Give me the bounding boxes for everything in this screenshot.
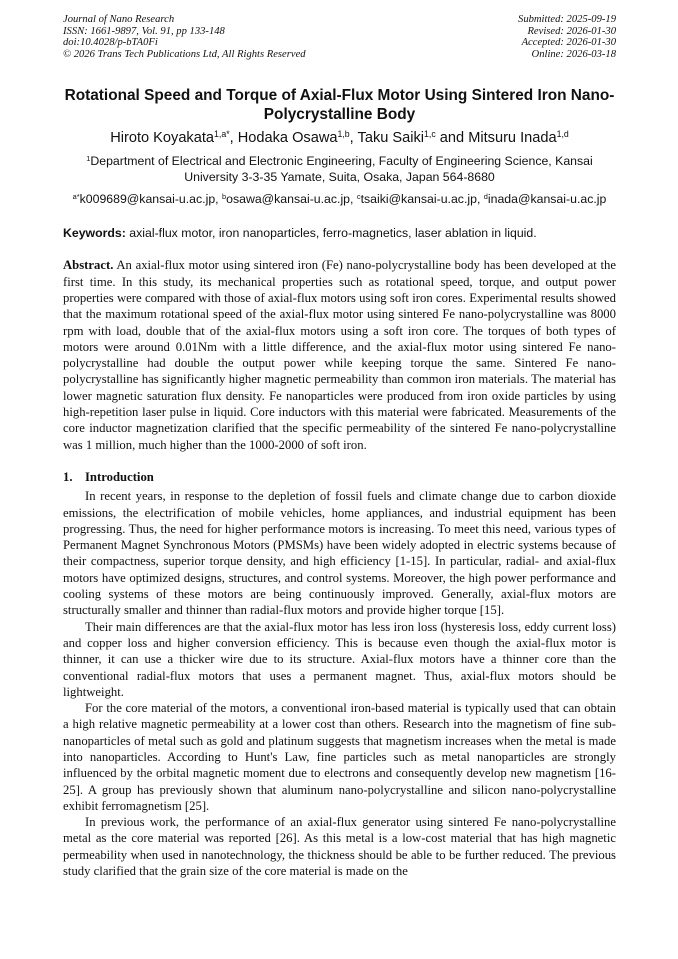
- paragraph: For the core material of the motors, a conventional iron-based material is typically used that can obtain a high relative magnetic permeability at a lower cost than others. Research into the magnetism of fine sub-nanoparticles of metal such as gold and platinum suggests that magnetism increases when the metal is made into nanoparticles. According to Hunt's Law, fine particles such as metal nanoparticles are strongly influenced by the orbital magnetic moment due to electrons and consequently develop new magnetism [16-25]. A group has previously shown that aluminum nano-polycrystalline and silicon nano-polycrystalline exhibit ferromagnetism [25].: [63, 701, 616, 813]
- keywords-label: Keywords:: [63, 226, 126, 241]
- journal-issn: ISSN: 1661-9897, Vol. 91, pp 133-148: [63, 25, 225, 37]
- email[interactable]: $^c$tsaiki@kansai-u.ac.jp: [356, 192, 477, 207]
- abstract-label: Abstract.: [63, 258, 114, 273]
- email[interactable]: $^b$osawa@kansai-u.ac.jp: [222, 192, 351, 207]
- author-list: [63, 128, 616, 148]
- journal-doi[interactable]: doi:10.4028/p-bTA0Fi: [63, 37, 158, 49]
- date-submitted: Submitted: 2025-09-19: [518, 14, 616, 25]
- author: Mitsuru Inada$^{1,d}$: [468, 129, 569, 147]
- paragraph: In recent years, in response to the depletion of fossil fuels and climate change due to carbon dioxide emissions, the electrification of mobile vehicles, home appliances, and industrial equipment has been progressing. Thus, the need for higher performance motors is increasing. To meet this need, various types of Permanent Magnet Synchronous Motors (PMSMs) have been widely adopted in electric systems because of their compactness, superior torque density, and high efficiency [1-15]. In particular, radial- and axial-flux motors have optimized designs, structures, and control systems. Moreover, the high power performance and cooling systems of these motors are being continuously improved. Generally, axial-flux motors are structurally smaller and thinner than radial-flux motors and provide higher torque [15].: [63, 489, 616, 618]
- abstract-text: An axial-flux motor using sintered iron (Fe) nano-polycrystalline body has been developed at the first time. In this study, its mechanical properties such as rotational speed, torque, and output power properties were compared with those of axial-flux motors using soft iron cores. Experimental results showed that the maximum rotational speed of the axial-flux motor using sintered Fe nano-polycrystalline was 8000 rpm with load, double that of the axial-flux motors using a soft iron core. The torques of both types of motors were around 0.01Nm with a little difference, and the axial-flux motor using sintered Fe nano-polycrystalline had double the output power while keeping torque the same. Sintered Fe nano-polycrystalline has significantly higher magnetic permeability than common iron materials. The material has lower magnetic saturation flux density. Fe nanoparticles were produced from iron oxide particles by using high-repetition laser pulse in liquid. Core inductors with this material were fabricated. Measurements of the core inductor magnetization clarified that the specific permeability of the sintered Fe nano-polycrystalline was 1 million, much higher than the 1000-2000 of soft iron.: [63, 258, 616, 452]
- journal-copyright: © 2026 Trans Tech Publications Ltd, All Rights Reserved: [63, 48, 306, 60]
- author-emails: $^{a*}$k009689@kansai-u.ac.jp, $^b$osawa@kansai-u.ac.jp, $^c$tsaiki@kansai-u.ac.jp, $^d$inada@kansai-u.ac.jp: [72, 192, 607, 207]
- introduction-body: [63, 488, 616, 879]
- author: Hodaka Osawa$^{1,b}$,: [237, 129, 358, 147]
- publication-dates: [518, 14, 616, 60]
- date-online: Online: 2026-03-18: [531, 48, 616, 60]
- email[interactable]: $^{a*}$k009689@kansai-u.ac.jp: [72, 192, 216, 207]
- date-revised: Revised: 2026-01-30: [527, 25, 616, 37]
- abstract: [63, 257, 616, 453]
- affiliation: $^1$Department of Electrical and Electronic Engineering, Faculty of Engineering Science, Kansai University 3-3-35 Yamate, Suita, Osaka, Japan 564-8680: [86, 154, 593, 185]
- paper-page: [63, 14, 616, 879]
- paragraph: Their main differences are that the axial-flux motor has less iron loss (hysteresis loss, eddy current loss) and copper loss and higher conversion efficiency. This is because even though the axial-flux motor is thinner, it can use a thicker wire due to its structure. Axial-flux motors have a thinner core than the conventional radial-flux motors that uses a permanent magnet. Thus, axial-flux motors should be lightweight.: [63, 619, 616, 699]
- keywords: [63, 225, 616, 241]
- paper-title: Rotational Speed and Torque of Axial-Flux Motor Using Sintered Iron Nano-Polycrystalline Body: [64, 87, 615, 124]
- author: Taku Saiki$^{1,c}$ and: [357, 129, 469, 147]
- author: Hiroto Koyakata$^{1,a*}$,: [110, 129, 238, 147]
- journal-info: [63, 14, 306, 60]
- section-heading-introduction: 1. Introduction: [63, 469, 154, 484]
- journal-header: [63, 14, 616, 60]
- email[interactable]: $^d$inada@kansai-u.ac.jp: [483, 192, 607, 207]
- keywords-text: axial-flux motor, iron nanoparticles, ferro-magnetics, laser ablation in liquid.: [125, 226, 537, 241]
- date-accepted: Accepted: 2026-01-30: [521, 37, 616, 49]
- paragraph: In previous work, the performance of an axial-flux generator using sintered Fe nano-polycrystalline metal as the core material was reported [26]. As this metal is a low-cost material that has high magnetic permeability when used in nanotechnology, the thickness should be able to be further reduced. The previous study clarified that the grain size of the core material is made on the: [63, 815, 616, 879]
- journal-name: Journal of Nano Research: [63, 14, 175, 25]
